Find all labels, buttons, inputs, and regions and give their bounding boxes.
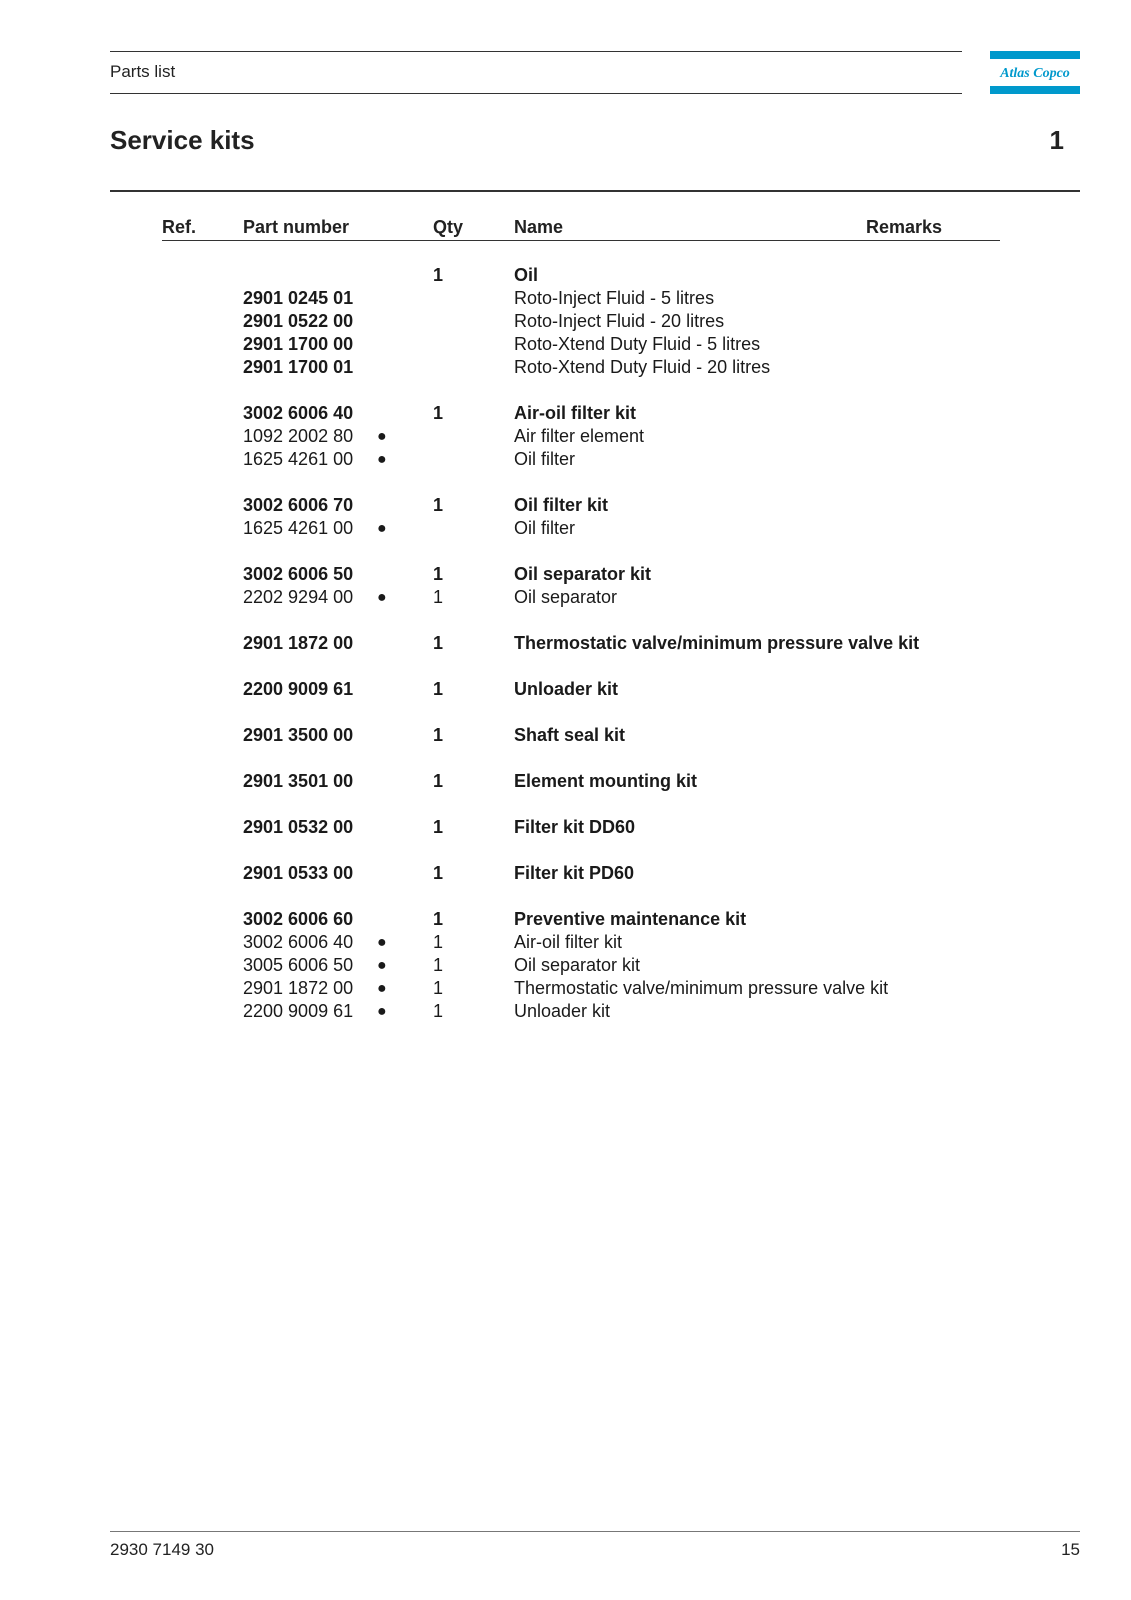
column-header-remarks: Remarks (866, 217, 943, 237)
table-row (0, 402, 1131, 425)
name-cell: Roto-Xtend Duty Fluid - 5 litres (514, 334, 761, 354)
table-row (0, 816, 1131, 839)
row-spacer (0, 885, 1131, 908)
table-row (0, 586, 1131, 609)
bullet-icon: ● (377, 589, 387, 606)
qty-cell: 1 (433, 265, 444, 285)
section-title: Service kits (110, 125, 255, 155)
name-cell: Oil filter kit (514, 495, 609, 515)
part-number-cell: 3005 6006 50 (243, 955, 354, 975)
name-cell: Unloader kit (514, 1001, 611, 1021)
name-cell: Oil separator (514, 587, 618, 607)
qty-cell: 1 (433, 817, 444, 837)
qty-cell: 1 (433, 909, 444, 929)
name-cell: Air filter element (514, 426, 645, 446)
part-number-cell: 3002 6006 40 (243, 403, 354, 423)
bullet-icon: ● (377, 451, 387, 468)
table-row (0, 931, 1131, 954)
name-cell: Filter kit PD60 (514, 863, 635, 883)
part-number-cell: 2901 0532 00 (243, 817, 354, 837)
column-header-qty: Qty (433, 217, 464, 237)
table-row (0, 425, 1131, 448)
column-header-part-number: Part number (243, 217, 350, 237)
part-number-cell: 2200 9009 61 (243, 679, 354, 699)
name-cell: Roto-Xtend Duty Fluid - 20 litres (514, 357, 771, 377)
table-row (0, 448, 1131, 471)
row-spacer (0, 655, 1131, 678)
header-top-rule (110, 51, 962, 52)
row-spacer (0, 839, 1131, 862)
footer-document-number: 2930 7149 30 (110, 1540, 214, 1559)
table-row (0, 356, 1131, 379)
header-bottom-rule (110, 93, 962, 94)
part-number-cell: 2901 0245 01 (243, 288, 354, 308)
row-spacer (0, 609, 1131, 632)
qty-cell: 1 (433, 495, 444, 515)
bullet-icon: ● (377, 980, 387, 997)
qty-cell: 1 (433, 587, 444, 607)
part-number-cell: 2901 3500 00 (243, 725, 354, 745)
document-header-title: Parts list (110, 62, 176, 81)
column-header-name: Name (514, 217, 564, 237)
name-cell: Filter kit DD60 (514, 817, 636, 837)
table-row (0, 333, 1131, 356)
footer-rule (110, 1531, 1080, 1532)
bullet-icon: ● (377, 1003, 387, 1020)
name-cell: Unloader kit (514, 679, 619, 699)
logo-bottom-bar (990, 86, 1080, 94)
part-number-cell: 2901 1700 00 (243, 334, 354, 354)
column-header-rule (162, 240, 1000, 241)
logo-wordmark: Atlas Copco (1000, 66, 1070, 81)
name-cell: Oil filter (514, 449, 576, 469)
name-cell: Oil separator kit (514, 955, 641, 975)
name-cell: Roto-Inject Fluid - 5 litres (514, 288, 715, 308)
qty-cell: 1 (433, 633, 444, 653)
bullet-icon: ● (377, 428, 387, 445)
part-number-cell: 3002 6006 50 (243, 564, 354, 584)
atlas-copco-logo (990, 51, 1080, 94)
qty-cell: 1 (433, 771, 444, 791)
table-row (0, 954, 1131, 977)
row-spacer (0, 540, 1131, 563)
qty-cell: 1 (433, 403, 444, 423)
table-row (0, 310, 1131, 333)
table-row (0, 678, 1131, 701)
part-number-cell: 2901 0522 00 (243, 311, 354, 331)
row-spacer (0, 747, 1131, 770)
name-cell: Preventive maintenance kit (514, 909, 747, 929)
title-rule (110, 190, 1080, 192)
part-number-cell: 2901 1872 00 (243, 633, 354, 653)
name-cell: Oil (514, 265, 539, 285)
qty-cell: 1 (433, 863, 444, 883)
qty-cell: 1 (433, 955, 444, 975)
qty-cell: 1 (433, 679, 444, 699)
name-cell: Air-oil filter kit (514, 932, 623, 952)
logo-top-bar (990, 51, 1080, 59)
part-number-cell: 1625 4261 00 (243, 449, 354, 469)
part-number-cell: 3002 6006 70 (243, 495, 354, 515)
table-row (0, 724, 1131, 747)
row-spacer (0, 701, 1131, 724)
bullet-icon: ● (377, 957, 387, 974)
name-cell: Roto-Inject Fluid - 20 litres (514, 311, 725, 331)
qty-cell: 1 (433, 1001, 444, 1021)
part-number-cell: 2200 9009 61 (243, 1001, 354, 1021)
part-number-cell: 3002 6006 60 (243, 909, 354, 929)
table-row (0, 287, 1131, 310)
table-row (0, 977, 1131, 1000)
name-cell: Shaft seal kit (514, 725, 626, 745)
name-cell: Element mounting kit (514, 771, 698, 791)
table-row (0, 517, 1131, 540)
table-row (0, 264, 1131, 287)
part-number-cell: 2901 1700 01 (243, 357, 354, 377)
part-number-cell: 2901 3501 00 (243, 771, 354, 791)
table-row (0, 770, 1131, 793)
row-spacer (0, 379, 1131, 402)
part-number-cell: 1625 4261 00 (243, 518, 354, 538)
part-number-cell: 2202 9294 00 (243, 587, 354, 607)
qty-cell: 1 (433, 725, 444, 745)
part-number-cell: 2901 0533 00 (243, 863, 354, 883)
table-row (0, 494, 1131, 517)
name-cell: Oil separator kit (514, 564, 652, 584)
table-row (0, 1000, 1131, 1023)
footer-page-number: 15 (1061, 1540, 1080, 1559)
name-cell: Air-oil filter kit (514, 403, 637, 423)
part-number-cell: 1092 2002 80 (243, 426, 354, 446)
bullet-icon: ● (377, 520, 387, 537)
table-row (0, 908, 1131, 931)
part-number-cell: 2901 1872 00 (243, 978, 354, 998)
table-row (0, 862, 1131, 885)
name-cell: Thermostatic valve/minimum pressure valve kit (514, 978, 889, 998)
part-number-cell: 3002 6006 40 (243, 932, 354, 952)
column-header-ref: Ref. (162, 217, 197, 237)
parts-table (0, 264, 1131, 1023)
name-cell: Thermostatic valve/minimum pressure valve kit (514, 633, 920, 653)
section-number: 1 (1049, 125, 1064, 155)
row-spacer (0, 793, 1131, 816)
table-row (0, 563, 1131, 586)
bullet-icon: ● (377, 934, 387, 951)
row-spacer (0, 471, 1131, 494)
qty-cell: 1 (433, 978, 444, 998)
qty-cell: 1 (433, 932, 444, 952)
qty-cell: 1 (433, 564, 444, 584)
name-cell: Oil filter (514, 518, 576, 538)
table-row (0, 632, 1131, 655)
